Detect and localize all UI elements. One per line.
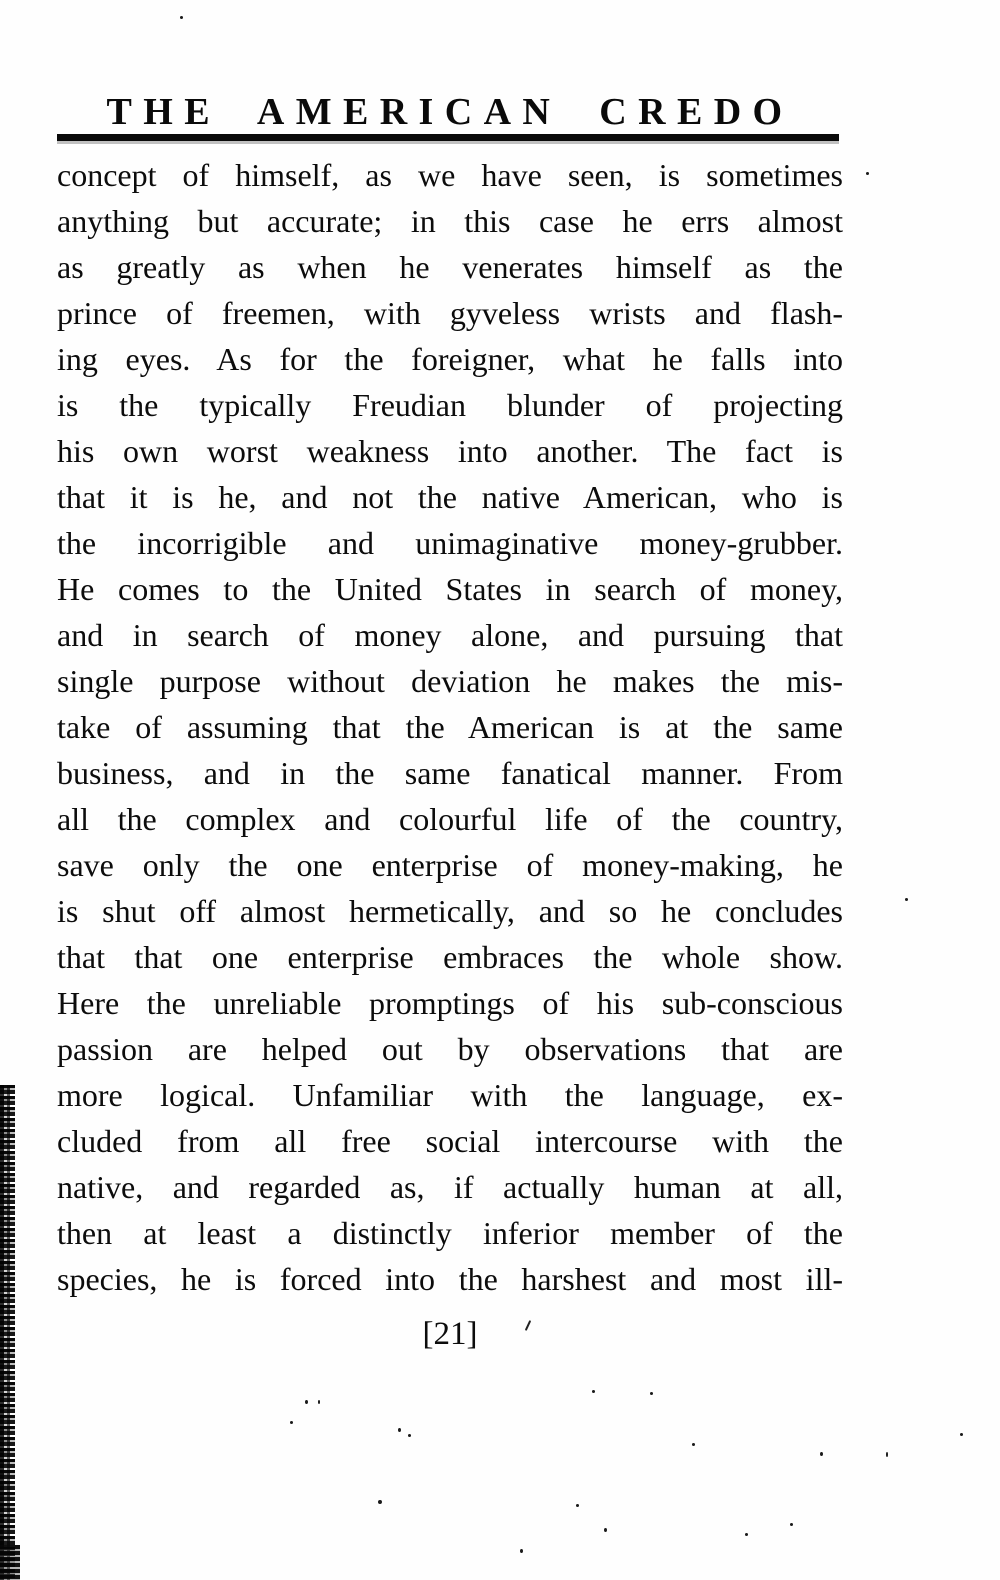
scan-speck: [745, 1533, 748, 1536]
scan-speck: [650, 1392, 653, 1395]
text-line: save only the one enterprise of money-making, he: [57, 847, 843, 883]
scan-speck: [960, 1433, 963, 1436]
text-line: his own worst weakness into another. The fact is: [57, 433, 843, 469]
scan-speck: [305, 1400, 308, 1404]
text-line: species, he is forced into the harshest and most ill-: [57, 1261, 843, 1297]
text-line: single purpose without deviation he makes the mis-: [57, 663, 843, 699]
text-line: the incorrigible and unimaginative money-grubber.: [57, 525, 843, 561]
scan-binding-artifact: [0, 1085, 15, 1580]
text-line: prince of freemen, with gyveless wrists and flash-: [57, 295, 843, 331]
scan-speck: [180, 16, 183, 19]
scan-speck: [576, 1504, 579, 1507]
page-number: [21]: [422, 1316, 478, 1352]
text-line: anything but accurate; in this case he errs almost: [57, 203, 843, 239]
page-header-title: THE AMERICAN CREDO: [106, 91, 794, 133]
scan-speck: [692, 1443, 695, 1446]
scan-speck: [378, 1500, 382, 1504]
text-line: Here the unreliable promptings of his sub-conscious: [57, 985, 843, 1021]
text-line: that that one enterprise embraces the whole show.: [57, 939, 843, 975]
text-line: and in search of money alone, and pursuing that: [57, 617, 843, 653]
scan-speck: [318, 1400, 320, 1404]
scan-speck: [866, 172, 869, 175]
scan-speck: [398, 1428, 401, 1432]
scan-speck: [820, 1452, 823, 1456]
header-rule: [57, 134, 839, 141]
scan-binding-artifact-bottom: [0, 1545, 20, 1580]
text-line: is the typically Freudian blunder of projecting: [57, 387, 843, 423]
text-line: business, and in the same fanatical manner. From: [57, 755, 843, 791]
text-line: as greatly as when he venerates himself as the: [57, 249, 843, 285]
text-line: native, and regarded as, if actually human at all,: [57, 1169, 843, 1205]
text-line: then at least a distinctly inferior member of the: [57, 1215, 843, 1251]
text-line: all the complex and colourful life of the country,: [57, 801, 843, 837]
scan-speck: [520, 1549, 523, 1553]
scan-speck: [886, 1452, 888, 1457]
text-line: passion are helped out by observations that are: [57, 1031, 843, 1067]
scan-speck: [905, 898, 908, 901]
text-line: is shut off almost hermetically, and so he concludes: [57, 893, 843, 929]
scan-speck: [604, 1528, 607, 1532]
text-line: cluded from all free social intercourse with the: [57, 1123, 843, 1159]
text-line: take of assuming that the American is at the same: [57, 709, 843, 745]
body-text-block: [57, 152, 843, 1302]
text-line: concept of himself, as we have seen, is sometimes: [57, 157, 843, 193]
scan-speck: [408, 1434, 411, 1437]
scan-speck: [790, 1523, 793, 1526]
scan-speck: [592, 1390, 595, 1393]
text-line: He comes to the United States in search of money,: [57, 571, 843, 607]
text-line: more logical. Unfamiliar with the language, ex-: [57, 1077, 843, 1113]
scan-speck: [290, 1421, 293, 1424]
text-line: that it is he, and not the native American, who is: [57, 479, 843, 515]
text-line: ing eyes. As for the foreigner, what he falls into: [57, 341, 843, 377]
